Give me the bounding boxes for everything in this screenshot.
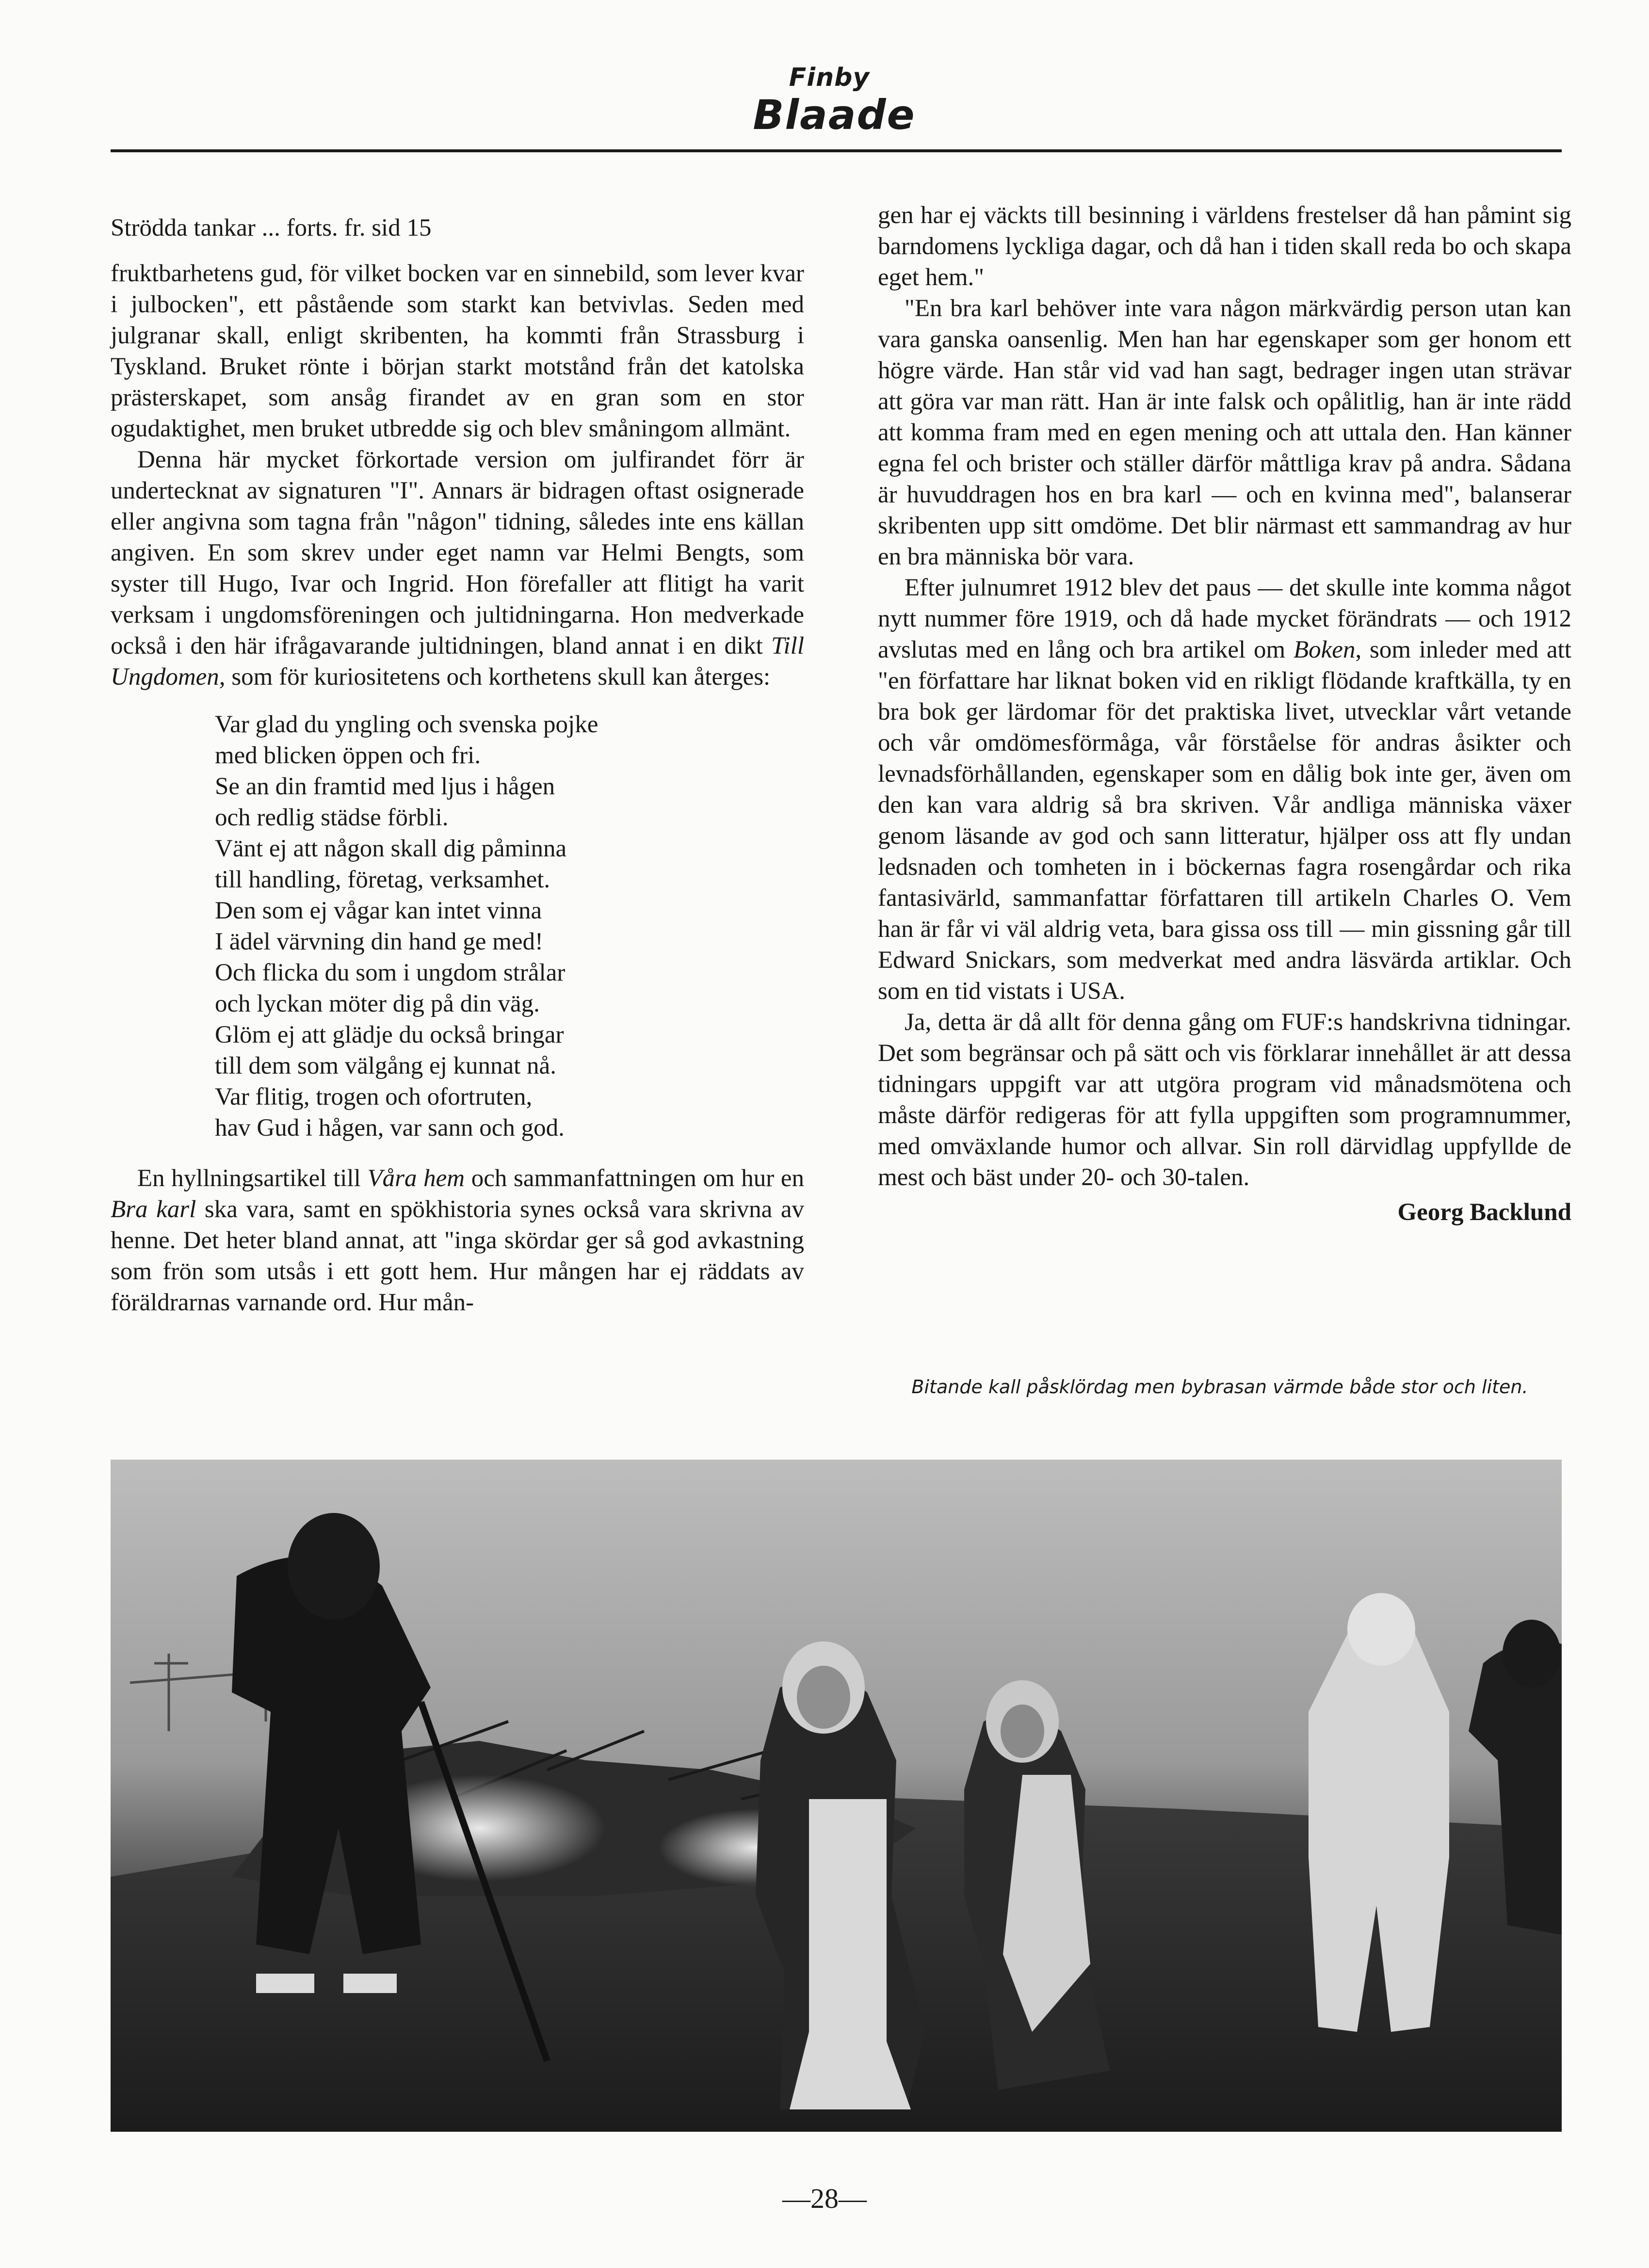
title-bra-karl: Bra karl (111, 1196, 196, 1223)
poem-line: Var flitig, trogen och ofortruten, (215, 1083, 533, 1110)
poem-line: Och flicka du som i ungdom strålar (215, 959, 566, 986)
left-column (111, 212, 804, 1318)
right-paragraph-4: Ja, detta är då allt för denna gång om FUF:s handskrivna tidningar. Det som begränsar och på sätt och vis förklarar innehållet är att dessa tidningars uppgift var att utgöra program vid månadsmötena och måste därför redigeras för att fylla uppgiften som programnummer, med omväxlande humor och allvar. Sin roll därvidlag uppfyllde de mest och bäst under 20- och 30-talen. (878, 1009, 1571, 1191)
continuation-heading: Strödda tankar ... forts. fr. sid 15 (111, 214, 432, 241)
masthead-blaade: Blaade (753, 91, 916, 139)
right-paragraph-3-text-a: Efter julnumret 1912 blev det paus — det skulle inte komma något nytt nummer före 1919, och då hade mycket förändrats — och 1912 avslutas med en lång och bra artikel om (878, 574, 1571, 663)
bonfire-photo-illustration (111, 1460, 1562, 2132)
poem-line: Vänt ej att någon skall dig påminna (215, 835, 567, 862)
page-number: —28— (782, 2183, 867, 2214)
left-paragraph-3-text-b: och sammanfattningen om hur en (465, 1165, 805, 1192)
left-paragraph-2 (111, 444, 804, 692)
right-column (878, 200, 1571, 1228)
left-paragraph-3-text-c: ska vara, samt en spökhistoria synes också vara skrivna av henne. Det heter bland annat, att "inga skördar ger så god avkastning som frön som utsås i ett gott hem. Hur mången har ej räddats av föräldrarnas varnande ord. Hur mån- (111, 1196, 805, 1316)
poem-line: och lyckan möter dig på din väg. (215, 990, 540, 1017)
poem-line: till dem som välgång ej kunnat nå. (215, 1052, 556, 1079)
left-paragraph-3 (111, 1163, 804, 1318)
title-boken: Boken (1293, 636, 1356, 663)
right-paragraph-1: gen har ej väckts till besinning i världens frestelser då han påmint sig barndomens lyckliga dagar, och då han i tiden skall reda bo och skapa eget hem." (878, 202, 1571, 291)
masthead-finby: Finby (789, 63, 870, 92)
masthead (0, 63, 1649, 160)
poem-line: I ädel värvning din hand ge med! (215, 928, 543, 955)
left-paragraph-3-text-a: En hyllningsartikel till (137, 1165, 368, 1192)
poem-line: Den som ej vågar kan intet vinna (215, 897, 542, 924)
poem-line: hav Gud i hågen, var sann och god. (215, 1114, 565, 1142)
right-paragraph-3-text-b: , som inleder med att "en författare har liknat boken vid en rikligt flödande kraftkälla, ty en bra bok ger lärdomar för det praktiska livet, utvecklar vårt vetande och vår omdömesförmåga, vår förståelse för andras åsikter och levnadsförhållanden, egenskaper som en dålig bok inte ger, även om den kan vara aldrig så bra skriven. Vår andliga människa växer genom läsande av god och sann litteratur, hjälper oss att fly undan ledsnaden och tomheten in i böckernas fagra rosengårdar och rika fantasivärld, sammanfattar författaren till artikeln Charles O. Vem han är får vi väl aldrig veta, bara gissa oss till — min gissning går till Edward Snickars, som medverkat med andra läsvärda artiklar. Och som en tid vistats i USA. (878, 636, 1571, 1005)
poem-line: och redlig städse förbli. (215, 804, 449, 831)
poem-title-ref: Till Ungdomen, (111, 632, 804, 691)
bonfire-photo (111, 1460, 1562, 2132)
poem-line: till handling, företag, verksamhet. (215, 866, 550, 893)
poem-line: Var glad du yngling och svenska pojke (215, 711, 598, 738)
right-paragraph-3 (878, 572, 1571, 1007)
photo-caption: Bitande kall påsklördag men bybrasan värmde både stor och liten. (911, 1376, 1528, 1398)
masthead-rule (111, 149, 1562, 152)
left-paragraph-2-text-a: Denna här mycket förkortade version om julfirandet förr är undertecknat av signaturen "I". Annars är bidragen oftast osignerade eller angivna som tagna från "någon" tidning, således inte ens källan angiven. En som skrev under eget namn var Helmi Bengts, som syster till Hugo, Ivar och Ingrid. Hon förefaller att flitigt ha varit verksam i ungdomsföreningen och jultidningarna. Hon medverkade också i den här ifrågavarande jultidningen, bland annat i en dikt (111, 446, 804, 659)
right-paragraph-2: "En bra karl behöver inte vara någon märkvärdig person utan kan vara ganska oansenlig. Men han har egenskaper som ger honom ett högre värde. Han står vid vad han sagt, bedrager ingen utan strävar att göra var man rätt. Han är inte falsk och opålitlig, han är inte rädd att komma fram med en egen mening och att uttala den. Han känner egna fel och brister och ställer därför måttliga krav på andra. Sådana är huvuddragen hos en bra karl — och en kvinna med", balanserar skribenten upp sitt omdöme. Det blir närmast ett sammandrag av hur en bra människa bör vara. (878, 295, 1571, 570)
left-paragraph-1: fruktbarhetens gud, för vilket bocken var en sinnebild, som lever kvar i julbocken", ett påstående som starkt kan betvivlas. Seden med julgranar skall, enligt skribenten, ha kommti från Strassburg i Tyskland. Bruket rönte i början starkt motstånd från det katolska prästerskapet, som ansåg firandet av en gran som en stor ogudaktighet, men bruket utbredde sig och blev småningom allmänt. (111, 260, 804, 442)
author-signature: Georg Backlund (1397, 1199, 1571, 1226)
poem-line: med blicken öppen och fri. (215, 742, 481, 769)
poem-line: Glöm ej att glädje du också bringar (215, 1021, 564, 1048)
left-paragraph-2-text-b: som för kuriositetens och korthetens skull kan återges: (225, 663, 771, 691)
title-vara-hem: Våra hem (367, 1165, 465, 1192)
poem-line: Se an din framtid med ljus i hågen (215, 773, 555, 800)
poem (215, 709, 804, 1143)
